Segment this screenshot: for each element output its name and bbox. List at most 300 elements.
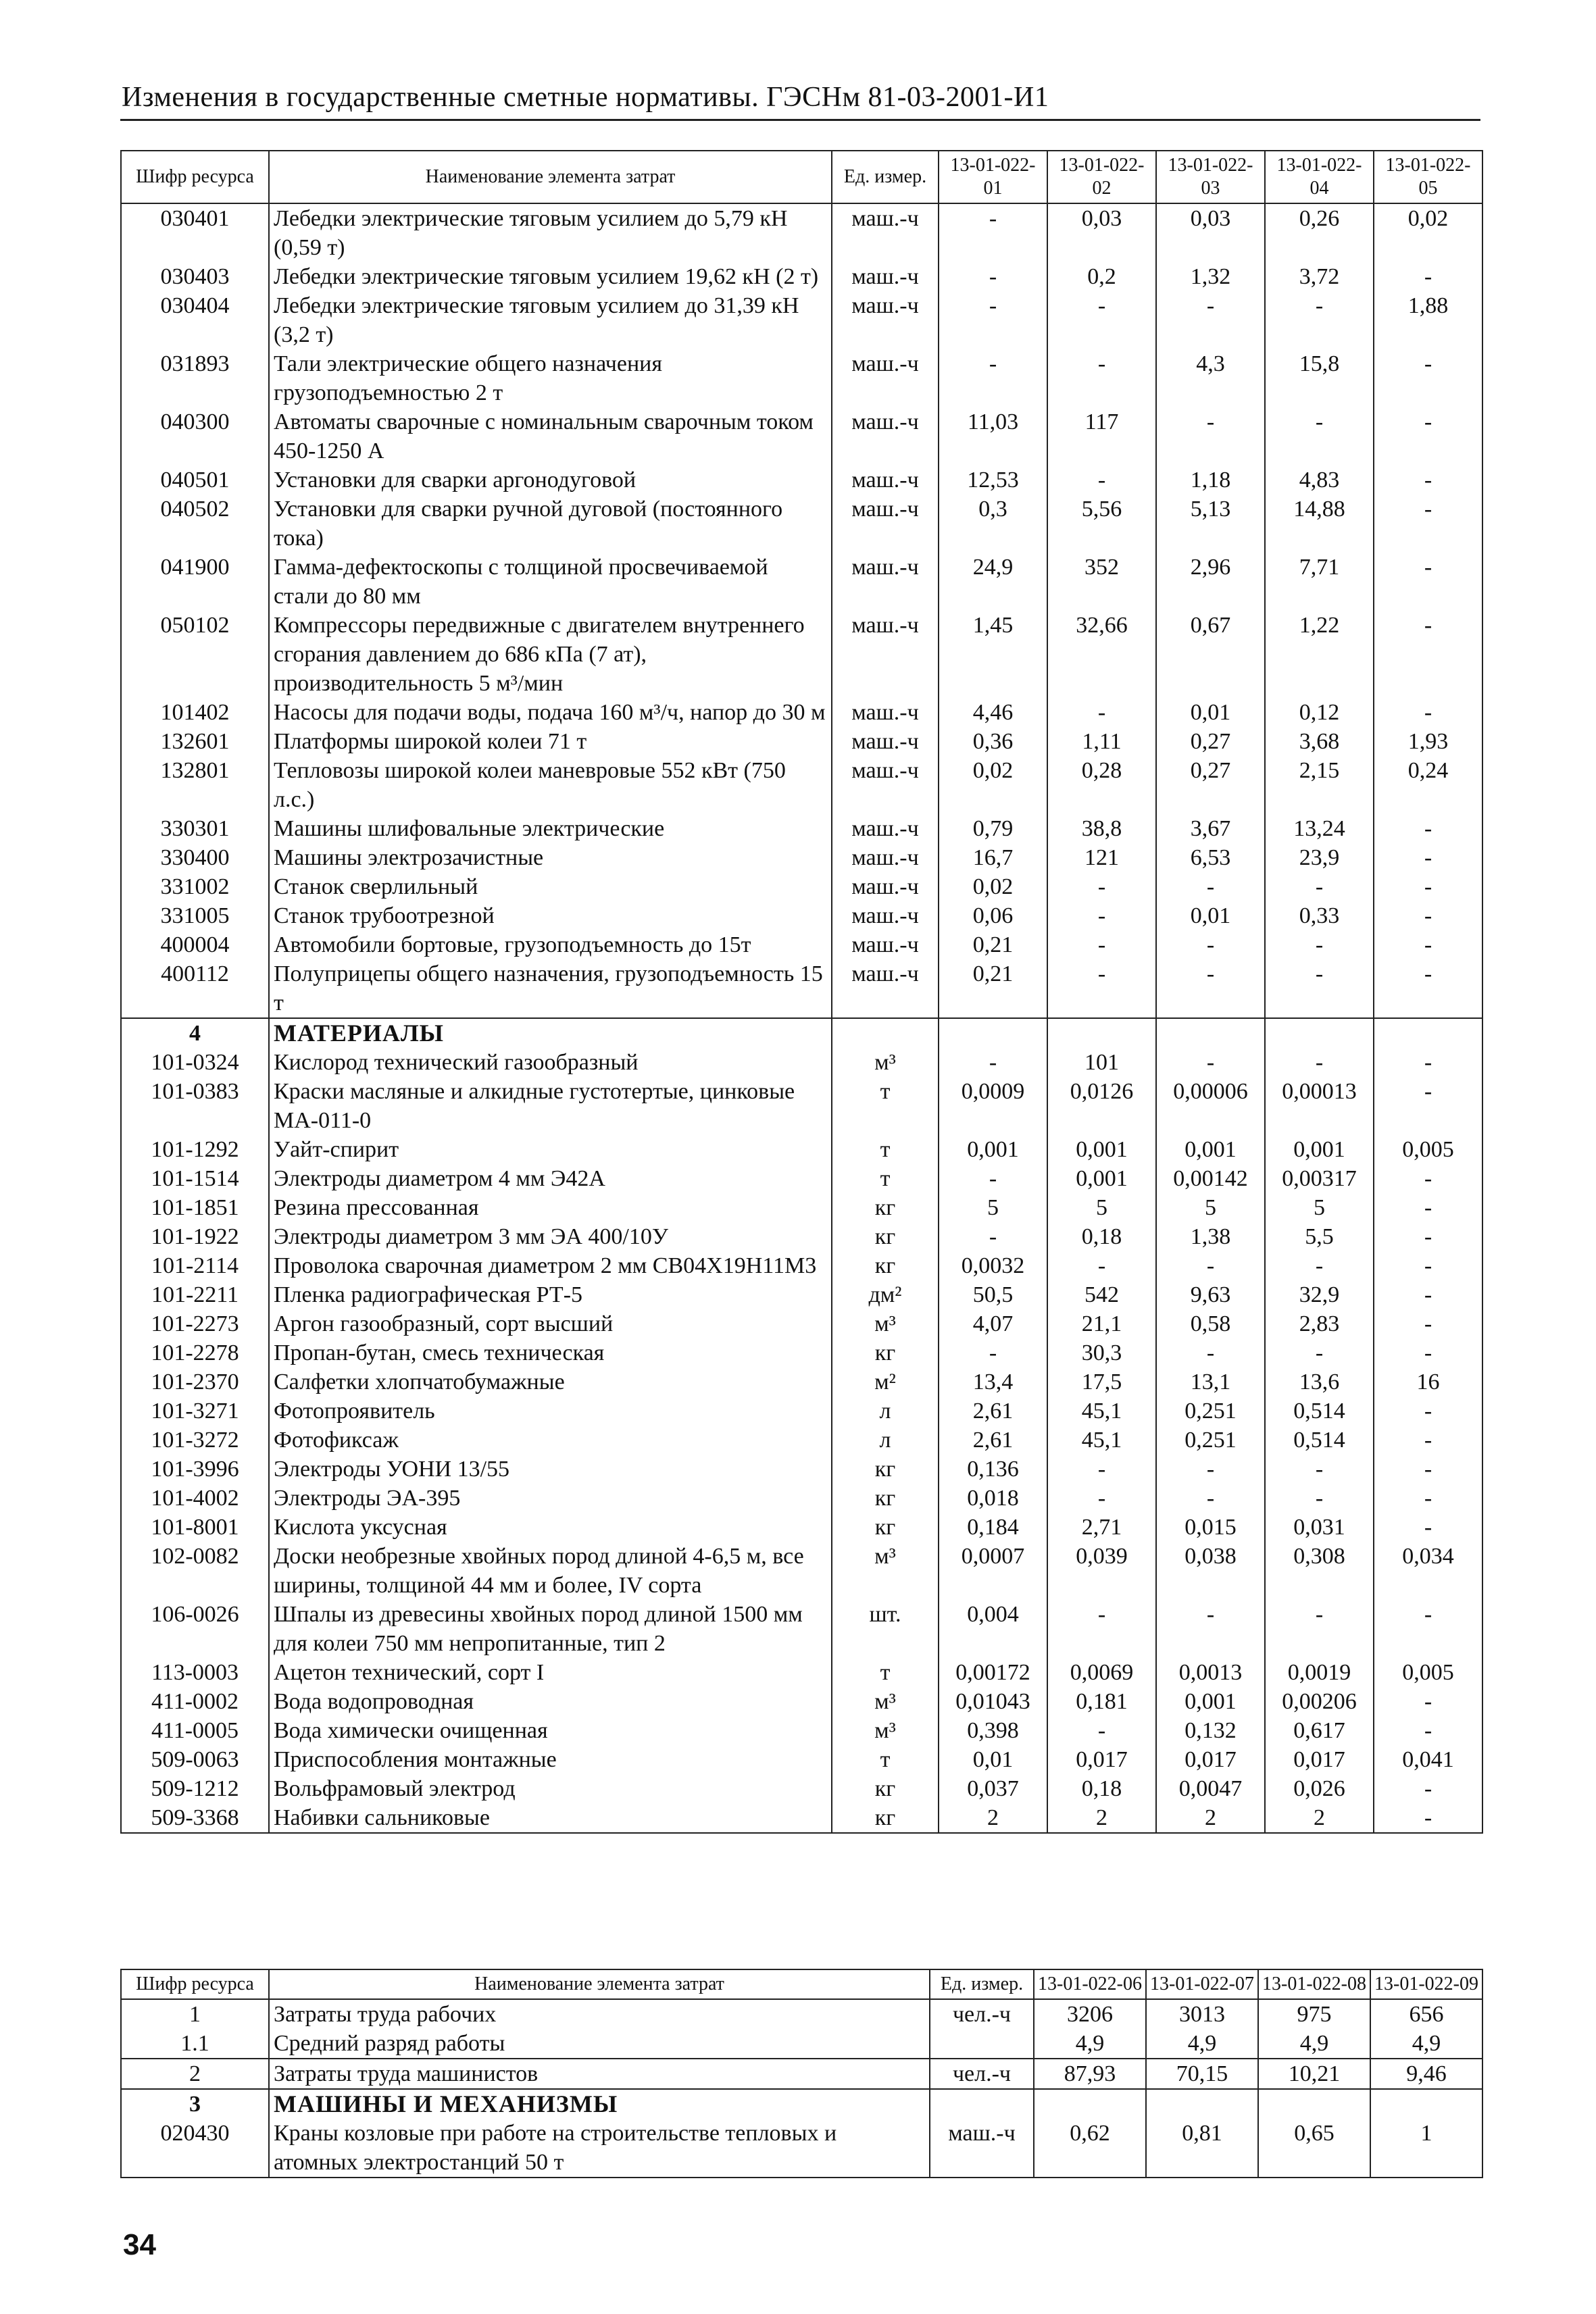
value-cell: 4,3	[1156, 349, 1265, 407]
table-row	[121, 611, 1482, 698]
value-cell: 0,018	[939, 1484, 1047, 1513]
section-title: МАТЕРИАЛЫ	[269, 1018, 832, 1048]
value-cell: -	[1374, 872, 1482, 901]
table-row	[121, 1397, 1482, 1426]
unit: маш.-ч	[930, 2119, 1034, 2178]
value-cell: 4,9	[1370, 2029, 1482, 2059]
table-row	[121, 262, 1482, 291]
table-row	[121, 466, 1482, 495]
resource-code: 101-3996	[121, 1455, 269, 1484]
value-cell: 0,02	[939, 872, 1047, 901]
unit: кг	[832, 1455, 939, 1484]
value-cell: 0,017	[1156, 1745, 1265, 1774]
value-cell: 0,00172	[939, 1658, 1047, 1687]
unit: маш.-ч	[832, 930, 939, 959]
resource-code: 101-2278	[121, 1338, 269, 1367]
value-cell: 9,63	[1156, 1280, 1265, 1309]
table-row	[121, 2119, 1482, 2178]
resource-code: 101-2370	[121, 1367, 269, 1397]
column-header: Шифр ресурса	[121, 1969, 269, 1999]
value-cell: -	[1374, 1484, 1482, 1513]
value-cell: -	[1156, 959, 1265, 1018]
value-cell: 13,1	[1156, 1367, 1265, 1397]
unit: чел.-ч	[930, 2059, 1034, 2089]
value-cell: -	[1156, 1600, 1265, 1658]
unit: шт.	[832, 1600, 939, 1658]
value-cell	[1146, 2089, 1258, 2119]
value-cell: -	[1374, 959, 1482, 1018]
value-cell: 5	[1156, 1193, 1265, 1222]
unit: кг	[832, 1193, 939, 1222]
value-cell: -	[1374, 1513, 1482, 1542]
value-cell: -	[1374, 1222, 1482, 1251]
resource-code: 040501	[121, 466, 269, 495]
value-cell: -	[1374, 930, 1482, 959]
value-cell: 1,11	[1047, 727, 1156, 756]
unit: м³	[832, 1716, 939, 1745]
resource-name: Лебедки электрические тяговым усилием до 31,39 кН (3,2 т)	[269, 291, 832, 349]
resource-code: 411-0005	[121, 1716, 269, 1745]
value-cell: 0,181	[1047, 1687, 1156, 1716]
resource-code: 102-0082	[121, 1542, 269, 1600]
column-header: Наименование элемента затрат	[269, 151, 832, 203]
section-header-row	[121, 1018, 1482, 1048]
resource-name: Шпалы из древесины хвойных пород длиной 1500 мм для колеи 750 мм непропитанные, тип 2	[269, 1600, 832, 1658]
resource-code: 113-0003	[121, 1658, 269, 1687]
unit: маш.-ч	[832, 959, 939, 1018]
value-cell: 5,5	[1265, 1222, 1374, 1251]
table-row	[121, 959, 1482, 1018]
table-row	[121, 349, 1482, 407]
value-cell: 1,38	[1156, 1222, 1265, 1251]
value-cell: 12,53	[939, 466, 1047, 495]
value-cell: 45,1	[1047, 1397, 1156, 1426]
table-row	[121, 1309, 1482, 1338]
unit: кг	[832, 1803, 939, 1833]
value-cell: -	[1265, 1048, 1374, 1077]
unit: маш.-ч	[832, 611, 939, 698]
resource-name: Автоматы сварочные с номинальным сварочным током 450-1250 А	[269, 407, 832, 466]
unit: чел.-ч	[930, 1999, 1034, 2029]
value-cell: 0,24	[1374, 756, 1482, 814]
resource-name: Аргон газообразный, сорт высший	[269, 1309, 832, 1338]
value-cell: 3,68	[1265, 727, 1374, 756]
resource-code: 030403	[121, 262, 269, 291]
value-cell: 16,7	[939, 843, 1047, 872]
resource-name: Приспособления монтажные	[269, 1745, 832, 1774]
value-cell: 0,0126	[1047, 1077, 1156, 1135]
value-cell: 0,65	[1258, 2119, 1370, 2178]
column-header: 13-01-022-04	[1265, 151, 1374, 203]
table-row	[121, 1774, 1482, 1803]
resource-name: Электроды диаметром 3 мм ЭА 400/10У	[269, 1222, 832, 1251]
value-cell: -	[1374, 262, 1482, 291]
value-cell: 2	[1265, 1803, 1374, 1833]
value-cell: 0,03	[1047, 203, 1156, 262]
value-cell: 0,308	[1265, 1542, 1374, 1600]
value-cell: 70,15	[1146, 2059, 1258, 2089]
value-cell: -	[1265, 1484, 1374, 1513]
value-cell: 0,001	[1047, 1164, 1156, 1193]
value-cell: -	[1374, 843, 1482, 872]
value-cell: 4,9	[1034, 2029, 1146, 2059]
table-row	[121, 1484, 1482, 1513]
column-header: 13-01-022-06	[1034, 1969, 1146, 1999]
value-cell: 87,93	[1034, 2059, 1146, 2089]
unit: маш.-ч	[832, 291, 939, 349]
value-cell: 10,21	[1258, 2059, 1370, 2089]
value-cell: 975	[1258, 1999, 1370, 2029]
value-cell: 45,1	[1047, 1426, 1156, 1455]
value-cell: -	[1374, 814, 1482, 843]
table-row	[121, 1251, 1482, 1280]
resource-name: Проволока сварочная диаметром 2 мм СВ04Х19Н11М3	[269, 1251, 832, 1280]
value-cell: -	[1265, 1251, 1374, 1280]
unit: т	[832, 1077, 939, 1135]
value-cell: 101	[1047, 1048, 1156, 1077]
value-cell: 15,8	[1265, 349, 1374, 407]
value-cell: -	[1374, 1803, 1482, 1833]
value-cell: -	[1265, 1600, 1374, 1658]
value-cell: -	[1156, 872, 1265, 901]
resource-code: 101-0324	[121, 1048, 269, 1077]
unit: маш.-ч	[832, 872, 939, 901]
unit: м³	[832, 1048, 939, 1077]
resource-name: Гамма-дефектоскопы с толщиной просвечиваемой стали до 80 мм	[269, 553, 832, 611]
value-cell: -	[1156, 1338, 1265, 1367]
unit: маш.-ч	[832, 756, 939, 814]
value-cell: 0,031	[1265, 1513, 1374, 1542]
value-cell: -	[1374, 1455, 1482, 1484]
value-cell: 0,034	[1374, 1542, 1482, 1600]
value-cell: 0,3	[939, 495, 1047, 553]
resource-code: 030404	[121, 291, 269, 349]
value-cell: 24,9	[939, 553, 1047, 611]
value-cell: 0,0013	[1156, 1658, 1265, 1687]
value-cell: 0,001	[1156, 1135, 1265, 1164]
resource-table-2	[120, 1969, 1483, 2178]
resource-code: 330301	[121, 814, 269, 843]
resource-code: 041900	[121, 553, 269, 611]
table-row	[121, 814, 1482, 843]
value-cell: -	[1374, 1338, 1482, 1367]
resource-code: 101-2211	[121, 1280, 269, 1309]
value-cell: 4,83	[1265, 466, 1374, 495]
value-cell: 5	[1265, 1193, 1374, 1222]
resource-name: Машины электрозачистные	[269, 843, 832, 872]
resource-code: 030401	[121, 203, 269, 262]
resource-name: Салфетки хлопчатобумажные	[269, 1367, 832, 1397]
value-cell: -	[1047, 466, 1156, 495]
value-cell: -	[1374, 1716, 1482, 1745]
table-row	[121, 1600, 1482, 1658]
unit	[930, 2089, 1034, 2119]
value-cell: 1,45	[939, 611, 1047, 698]
value-cell: 2,15	[1265, 756, 1374, 814]
column-header: 13-01-022-05	[1374, 151, 1482, 203]
resource-code: 101-0383	[121, 1077, 269, 1135]
value-cell: 3,72	[1265, 262, 1374, 291]
table-row	[121, 291, 1482, 349]
value-cell: -	[1374, 1077, 1482, 1135]
column-header: 13-01-022-03	[1156, 151, 1265, 203]
value-cell	[1034, 2089, 1146, 2119]
resource-name: Лебедки электрические тяговым усилием до 5,79 кН (0,59 т)	[269, 203, 832, 262]
value-cell: -	[1374, 466, 1482, 495]
value-cell: 0,001	[939, 1135, 1047, 1164]
resource-name: Пропан-бутан, смесь техническая	[269, 1338, 832, 1367]
value-cell: -	[1047, 1251, 1156, 1280]
value-cell: -	[1047, 1484, 1156, 1513]
value-cell: 2,61	[939, 1426, 1047, 1455]
value-cell: 0,0047	[1156, 1774, 1265, 1803]
value-cell: 0,0019	[1265, 1658, 1374, 1687]
resource-code: 400004	[121, 930, 269, 959]
table-row	[121, 1338, 1482, 1367]
resource-name: Краски масляные и алкидные густотертые, цинковые МА-011-0	[269, 1077, 832, 1135]
value-cell: 1,32	[1156, 262, 1265, 291]
column-header: Шифр ресурса	[121, 151, 269, 203]
resource-code: 101-1851	[121, 1193, 269, 1222]
resource-code: 106-0026	[121, 1600, 269, 1658]
value-cell: 0,514	[1265, 1397, 1374, 1426]
value-cell: -	[1156, 291, 1265, 349]
resource-name: Набивки сальниковые	[269, 1803, 832, 1833]
value-cell: 0,514	[1265, 1426, 1374, 1455]
unit: т	[832, 1135, 939, 1164]
value-cell: 0,58	[1156, 1309, 1265, 1338]
table-row	[121, 872, 1482, 901]
resource-code: 3	[121, 2089, 269, 2119]
unit: маш.-ч	[832, 349, 939, 407]
value-cell: 0,33	[1265, 901, 1374, 930]
value-cell: -	[1265, 872, 1374, 901]
resource-code: 101-2273	[121, 1309, 269, 1338]
resource-name: Резина прессованная	[269, 1193, 832, 1222]
resource-code: 330400	[121, 843, 269, 872]
value-cell: 0,03	[1156, 203, 1265, 262]
resource-code: 509-3368	[121, 1803, 269, 1833]
value-cell: 2	[1047, 1803, 1156, 1833]
value-cell: 0,00013	[1265, 1077, 1374, 1135]
value-cell: 0,015	[1156, 1513, 1265, 1542]
value-cell: -	[1047, 1600, 1156, 1658]
resource-name: Средний разряд работы	[269, 2029, 930, 2059]
value-cell: 0,18	[1047, 1774, 1156, 1803]
empty-cell	[1265, 1018, 1374, 1048]
table-row	[121, 1658, 1482, 1687]
resource-name: Кислород технический газообразный	[269, 1048, 832, 1077]
value-cell: -	[939, 1048, 1047, 1077]
table-row	[121, 1164, 1482, 1193]
value-cell: -	[1047, 1716, 1156, 1745]
unit: т	[832, 1745, 939, 1774]
value-cell: 0,184	[939, 1513, 1047, 1542]
value-cell: 0,251	[1156, 1397, 1265, 1426]
table-row	[121, 698, 1482, 727]
value-cell: 2	[1156, 1803, 1265, 1833]
unit: маш.-ч	[832, 407, 939, 466]
table-header-row	[121, 151, 1482, 203]
value-cell: -	[1374, 1426, 1482, 1455]
value-cell: -	[1374, 1251, 1482, 1280]
table-row	[121, 727, 1482, 756]
unit: маш.-ч	[832, 698, 939, 727]
resource-code: 040502	[121, 495, 269, 553]
column-header: 13-01-022-02	[1047, 151, 1156, 203]
value-cell: 0,001	[1156, 1687, 1265, 1716]
table-row	[121, 2089, 1482, 2119]
column-header: Ед. измер.	[832, 151, 939, 203]
value-cell: 0,039	[1047, 1542, 1156, 1600]
value-cell: 6,53	[1156, 843, 1265, 872]
value-cell: 0,18	[1047, 1222, 1156, 1251]
value-cell: -	[939, 291, 1047, 349]
value-cell: 0,0069	[1047, 1658, 1156, 1687]
resource-name: Лебедки электрические тяговым усилием 19,62 кН (2 т)	[269, 262, 832, 291]
resource-name: Платформы широкой колеи 71 т	[269, 727, 832, 756]
table-row	[121, 1077, 1482, 1135]
value-cell: -	[1047, 901, 1156, 930]
resource-name: Тепловозы широкой колеи маневровые 552 кВт (750 л.с.)	[269, 756, 832, 814]
value-cell: 5	[1047, 1193, 1156, 1222]
column-header: 13-01-022-09	[1370, 1969, 1482, 1999]
value-cell: 0,01	[1156, 698, 1265, 727]
value-cell: -	[1374, 1687, 1482, 1716]
value-cell: 2,61	[939, 1397, 1047, 1426]
value-cell: 0,79	[939, 814, 1047, 843]
table-row	[121, 1222, 1482, 1251]
value-cell: 0,617	[1265, 1716, 1374, 1745]
value-cell: 13,6	[1265, 1367, 1374, 1397]
empty-cell	[939, 1018, 1047, 1048]
resource-code: 132801	[121, 756, 269, 814]
value-cell: -	[1374, 1774, 1482, 1803]
resource-name: Полуприцепы общего назначения, грузоподъемность 15 т	[269, 959, 832, 1018]
value-cell: 0,017	[1265, 1745, 1374, 1774]
value-cell: -	[1374, 1048, 1482, 1077]
resource-code: 132601	[121, 727, 269, 756]
resource-name: Насосы для подачи воды, подача 160 м³/ч, напор до 30 м	[269, 698, 832, 727]
unit: кг	[832, 1338, 939, 1367]
value-cell: 3,67	[1156, 814, 1265, 843]
table-row	[121, 495, 1482, 553]
value-cell: 2,71	[1047, 1513, 1156, 1542]
value-cell: -	[939, 262, 1047, 291]
column-header: 13-01-022-01	[939, 151, 1047, 203]
value-cell: -	[1374, 1164, 1482, 1193]
value-cell: 2,83	[1265, 1309, 1374, 1338]
value-cell: 13,4	[939, 1367, 1047, 1397]
value-cell: 0,398	[939, 1716, 1047, 1745]
value-cell: -	[1156, 930, 1265, 959]
value-cell: -	[939, 203, 1047, 262]
value-cell: 0,001	[1047, 1135, 1156, 1164]
table-row	[121, 553, 1482, 611]
resource-name: Вольфрамовый электрод	[269, 1774, 832, 1803]
table-row	[121, 930, 1482, 959]
value-cell: 352	[1047, 553, 1156, 611]
resource-name: Кислота уксусная	[269, 1513, 832, 1542]
value-cell: 0,005	[1374, 1135, 1482, 1164]
value-cell: 2	[939, 1803, 1047, 1833]
table-row	[121, 1367, 1482, 1397]
value-cell: 23,9	[1265, 843, 1374, 872]
table-row	[121, 407, 1482, 466]
value-cell: -	[1265, 407, 1374, 466]
resource-name: Тали электрические общего назначения грузоподъемностью 2 т	[269, 349, 832, 407]
value-cell: 0,0032	[939, 1251, 1047, 1280]
resource-code: 101-3271	[121, 1397, 269, 1426]
value-cell: -	[939, 1222, 1047, 1251]
unit: м²	[832, 1367, 939, 1397]
unit: кг	[832, 1513, 939, 1542]
value-cell: 38,8	[1047, 814, 1156, 843]
unit: маш.-ч	[832, 814, 939, 843]
value-cell: 0,12	[1265, 698, 1374, 727]
table-row	[121, 1426, 1482, 1455]
resource-code: 020430	[121, 2119, 269, 2178]
value-cell: 0,001	[1265, 1135, 1374, 1164]
value-cell: 16	[1374, 1367, 1482, 1397]
value-cell: -	[1265, 930, 1374, 959]
section-number: 4	[121, 1018, 269, 1048]
resource-code: 1	[121, 1999, 269, 2029]
value-cell: -	[1047, 872, 1156, 901]
table-row	[121, 1716, 1482, 1745]
value-cell: 1,18	[1156, 466, 1265, 495]
value-cell: 0,005	[1374, 1658, 1482, 1687]
table-row	[121, 1280, 1482, 1309]
value-cell: 121	[1047, 843, 1156, 872]
value-cell: 0,037	[939, 1774, 1047, 1803]
value-cell: -	[1265, 959, 1374, 1018]
value-cell: 656	[1370, 1999, 1482, 2029]
resource-name: Станок сверлильный	[269, 872, 832, 901]
value-cell: -	[1047, 291, 1156, 349]
table-row	[121, 1745, 1482, 1774]
value-cell: 0,026	[1265, 1774, 1374, 1803]
resource-code: 050102	[121, 611, 269, 698]
resource-code: 101-3272	[121, 1426, 269, 1455]
value-cell: 0,00142	[1156, 1164, 1265, 1193]
table-row	[121, 1455, 1482, 1484]
resource-name: Пленка радиографическая РТ-5	[269, 1280, 832, 1309]
value-cell: 0,21	[939, 959, 1047, 1018]
resource-name: Вода химически очищенная	[269, 1716, 832, 1745]
value-cell: 0,01043	[939, 1687, 1047, 1716]
unit: кг	[832, 1251, 939, 1280]
value-cell: 32,9	[1265, 1280, 1374, 1309]
table-body	[121, 203, 1482, 1833]
value-cell: -	[1156, 407, 1265, 466]
resource-name: Станок трубоотрезной	[269, 901, 832, 930]
table-row	[121, 2059, 1482, 2089]
value-cell: 5,13	[1156, 495, 1265, 553]
value-cell: 0,81	[1146, 2119, 1258, 2178]
resource-code: 331005	[121, 901, 269, 930]
value-cell: 0,28	[1047, 756, 1156, 814]
resource-code: 031893	[121, 349, 269, 407]
resource-name: Фотопроявитель	[269, 1397, 832, 1426]
unit: м³	[832, 1309, 939, 1338]
table-row	[121, 1048, 1482, 1077]
value-cell: 0,02	[1374, 203, 1482, 262]
value-cell: -	[939, 1164, 1047, 1193]
unit: маш.-ч	[832, 901, 939, 930]
value-cell: 0,017	[1047, 1745, 1156, 1774]
resource-name: Установки для сварки ручной дуговой (постоянного тока)	[269, 495, 832, 553]
